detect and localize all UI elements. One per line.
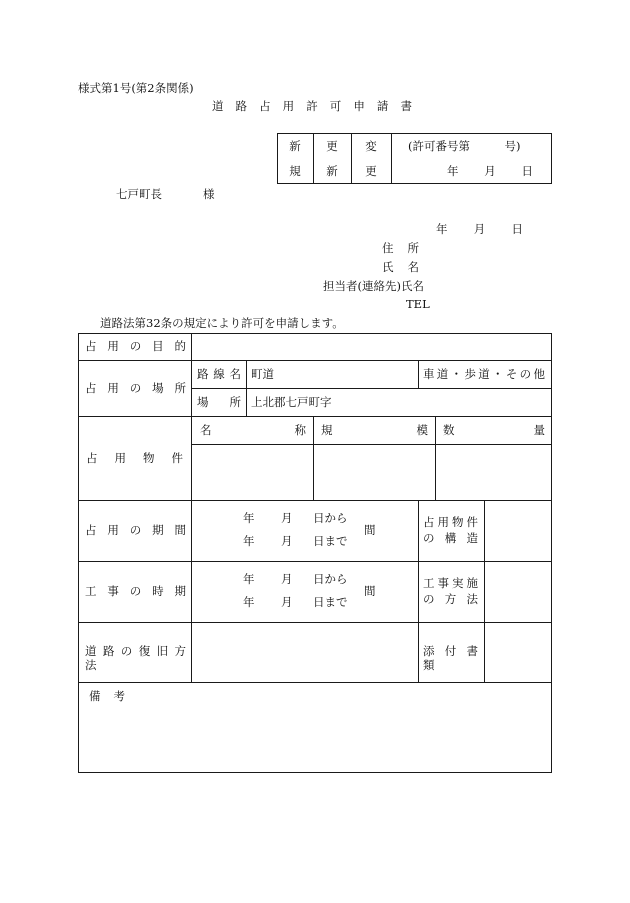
place-label: 場 所	[197, 395, 241, 409]
contact-person-label: 担当者(連絡先)氏名	[323, 279, 424, 293]
applicant-address-label: 住 所	[382, 241, 419, 255]
period-from-month: 月	[281, 511, 293, 525]
object-quantity-header: 数 量	[443, 423, 545, 437]
location-label: 占 用 の 場 所	[85, 381, 186, 395]
document-title: 道 路 占 用 許 可 申 請 書	[212, 99, 412, 113]
form-number: 様式第1号(第2条関係)	[78, 81, 194, 95]
permit-date	[447, 164, 533, 178]
restoration-method-value-cell	[192, 623, 418, 682]
tel-label: TEL	[406, 297, 430, 311]
applicant-name-label: 氏 名	[382, 260, 419, 274]
construction-from-year: 年	[243, 572, 255, 586]
application-date	[436, 222, 523, 236]
road-part-options: 車道・歩道・その他	[423, 367, 545, 381]
object-structure-label-line1: 占用物件	[423, 515, 478, 529]
type-change-bottom: 更	[365, 164, 377, 178]
object-name-header: 名 称	[200, 423, 306, 437]
object-structure-value-cell	[485, 501, 551, 561]
object-quantity-cell	[436, 445, 551, 500]
purpose-label: 占 用 の 目 的	[85, 339, 186, 353]
construction-suffix: 間	[364, 584, 376, 598]
object-size-cell	[314, 445, 435, 500]
attachments-label: 添 付 書 類	[423, 644, 478, 672]
construction-method-value-cell	[485, 562, 551, 622]
addressee-honorific: 様	[203, 187, 215, 201]
object-structure-label-line2: の 構 造	[423, 531, 478, 545]
restoration-method-label: 道 路 の 復 旧 方 法	[85, 644, 186, 672]
construction-from-month: 月	[281, 572, 293, 586]
construction-to	[243, 595, 373, 609]
period-to-month: 月	[281, 534, 293, 548]
period-from-day: 日から	[313, 511, 348, 525]
permit-date-day: 日	[521, 164, 533, 178]
route-name-label: 路 線 名	[197, 367, 241, 381]
remarks-cell	[79, 683, 551, 772]
period-suffix: 間	[364, 523, 376, 537]
construction-method-label-line2: の 方 法	[423, 592, 478, 606]
construction-to-year: 年	[243, 595, 255, 609]
period-to-day: 日まで	[313, 534, 348, 548]
period-from	[243, 511, 373, 525]
construction-method-label-line1: 工事実施	[423, 576, 478, 590]
construction-from	[243, 572, 373, 586]
application-date-day: 日	[511, 222, 523, 236]
construction-to-day: 日まで	[313, 595, 348, 609]
period-label: 占 用 の 期 間	[85, 523, 186, 537]
application-date-month: 月	[473, 222, 486, 236]
purpose-value-cell	[192, 334, 551, 360]
type-renewal-bottom: 新	[326, 164, 338, 178]
type-renewal-top: 更	[326, 139, 338, 153]
permit-date-year: 年	[447, 164, 459, 178]
object-name-cell	[192, 445, 313, 500]
place-value: 上北郡七戸町字	[251, 395, 332, 409]
remarks-label: 備 考	[89, 689, 125, 703]
construction-from-day: 日から	[313, 572, 348, 586]
type-new-top: 新	[289, 139, 301, 153]
application-statement: 道路法第32条の規定により許可を申請します。	[100, 316, 344, 330]
permit-date-month: 月	[484, 164, 496, 178]
construction-period-label: 工 事 の 時 期	[85, 584, 186, 598]
period-to-year: 年	[243, 534, 255, 548]
permit-number: (許可番号第 号)	[408, 139, 521, 153]
object-size-header: 規 模	[321, 423, 428, 437]
addressee-name: 七戸町長	[116, 187, 162, 201]
route-name-value: 町道	[251, 367, 274, 381]
objects-label: 占 用 物 件	[86, 451, 183, 465]
attachments-value-cell	[485, 623, 551, 682]
type-new-bottom: 規	[289, 164, 301, 178]
period-to	[243, 534, 373, 548]
period-from-year: 年	[243, 511, 255, 525]
type-change-top: 変	[365, 139, 377, 153]
application-date-year: 年	[436, 222, 448, 236]
construction-to-month: 月	[281, 595, 293, 609]
